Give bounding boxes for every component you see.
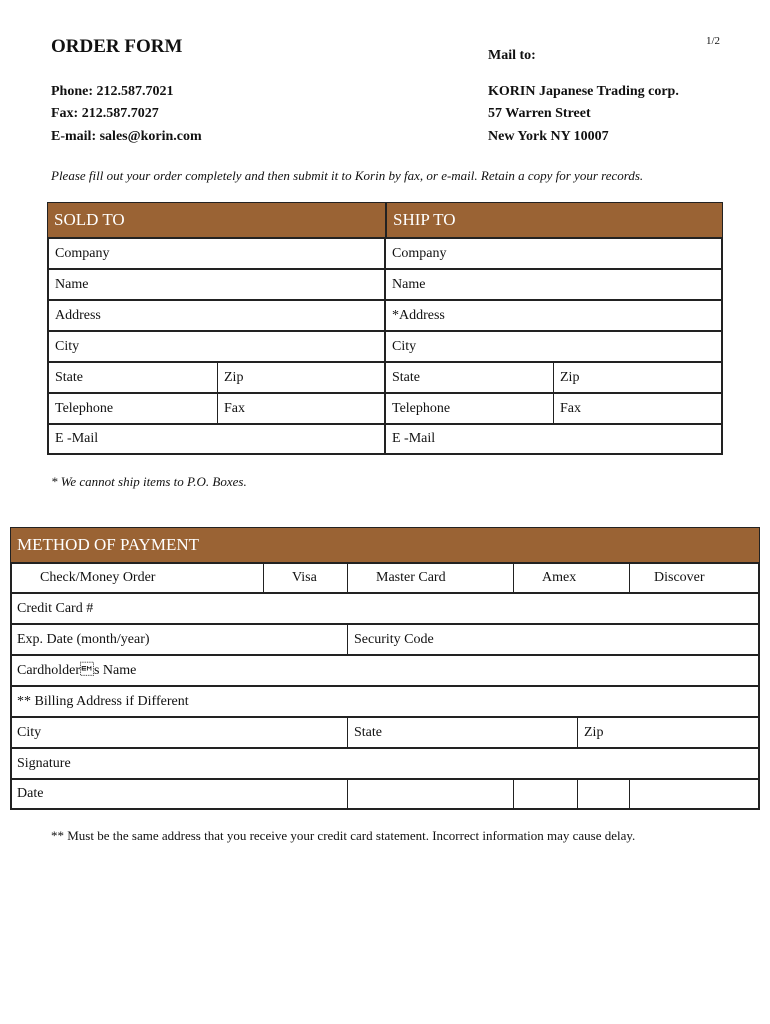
sold-to-zip-field[interactable]: Zip xyxy=(217,362,385,393)
security-code-field[interactable]: Security Code xyxy=(347,624,759,655)
phone-text: Phone: 212.587.7021 xyxy=(51,84,174,99)
sold-to-name-field[interactable]: Name xyxy=(48,269,385,300)
sold-to-city-field[interactable]: City xyxy=(48,331,385,362)
billing-state-field[interactable]: State xyxy=(347,717,578,748)
payment-option-amex[interactable]: Amex xyxy=(513,562,630,593)
billing-zip-field[interactable]: Zip xyxy=(577,717,759,748)
fax-text: Fax: 212.587.7027 xyxy=(51,106,159,121)
email-text: E-mail: sales@korin.com xyxy=(51,129,202,144)
cardholder-name-field[interactable]: Cardholders Name xyxy=(11,655,759,686)
credit-card-number-field[interactable]: Credit Card # xyxy=(11,593,759,624)
sold-to-fax-field[interactable]: Fax xyxy=(217,393,385,424)
company-address-street: 57 Warren Street xyxy=(488,106,591,121)
company-address-city: New York NY 10007 xyxy=(488,129,609,144)
company-address-name: KORIN Japanese Trading corp. xyxy=(488,84,679,99)
payment-header: METHOD OF PAYMENT xyxy=(11,528,759,562)
ship-to-address-field[interactable]: *Address xyxy=(384,300,722,331)
date-extra-cell[interactable] xyxy=(629,779,759,809)
ship-to-state-field[interactable]: State xyxy=(384,362,554,393)
sold-to-telephone-field[interactable]: Telephone xyxy=(48,393,218,424)
payment-option-check[interactable]: Check/Money Order xyxy=(11,562,264,593)
ship-to-city-field[interactable]: City xyxy=(384,331,722,362)
exp-date-field[interactable]: Exp. Date (month/year) xyxy=(11,624,348,655)
ship-to-header: SHIP TO xyxy=(385,203,722,237)
ship-to-email-field[interactable]: E -Mail xyxy=(384,424,722,454)
date-extra-cell[interactable] xyxy=(513,779,578,809)
payment-option-discover[interactable]: Discover xyxy=(629,562,759,593)
sold-to-state-field[interactable]: State xyxy=(48,362,218,393)
signature-field[interactable]: Signature xyxy=(11,748,759,779)
sold-to-email-field[interactable]: E -Mail xyxy=(48,424,385,454)
ship-to-name-field[interactable]: Name xyxy=(384,269,722,300)
sold-to-address-field[interactable]: Address xyxy=(48,300,385,331)
page-number: 1/2 xyxy=(706,35,721,47)
billing-note: ** Must be the same address that you receive your credit card statement. Incorrect information may cause delay. xyxy=(51,828,636,843)
billing-city-field[interactable]: City xyxy=(11,717,348,748)
sold-to-company-field[interactable]: Company xyxy=(48,237,385,269)
instructions-text: Please fill out your order completely and then submit it to Korin by fax, or e-mail. Retain a copy for your records. xyxy=(51,168,644,183)
ship-to-telephone-field[interactable]: Telephone xyxy=(384,393,554,424)
mail-to-label: Mail to: xyxy=(488,48,536,63)
sold-to-header: SOLD TO xyxy=(48,203,385,237)
billing-address-field[interactable]: ** Billing Address if Different xyxy=(11,686,759,717)
payment-option-visa[interactable]: Visa xyxy=(263,562,348,593)
ship-to-zip-field[interactable]: Zip xyxy=(553,362,722,393)
date-extra-cell[interactable] xyxy=(347,779,514,809)
date-field[interactable]: Date xyxy=(11,779,348,809)
page-title: ORDER FORM xyxy=(51,36,183,57)
date-extra-cell[interactable] xyxy=(577,779,630,809)
ship-to-company-field[interactable]: Company xyxy=(384,237,722,269)
payment-option-mastercard[interactable]: Master Card xyxy=(347,562,514,593)
ship-to-fax-field[interactable]: Fax xyxy=(553,393,722,424)
po-box-note: * We cannot ship items to P.O. Boxes. xyxy=(51,474,247,489)
